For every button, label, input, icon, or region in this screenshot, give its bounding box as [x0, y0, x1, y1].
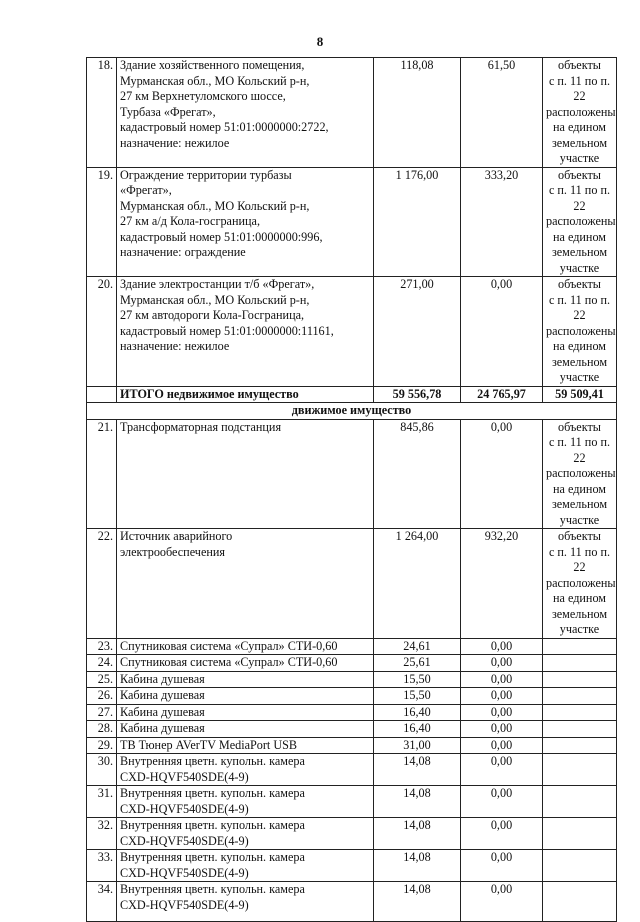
- row-name: Внутренняя цветн. купольн. камера CXD-HQVF540SDE(4-9): [117, 850, 374, 882]
- section-heading: движимое имущество: [87, 403, 617, 420]
- table-row: [87, 529, 617, 639]
- row-note: объекты с п. 11 по п. 22 расположены на едином земельном участке: [543, 277, 617, 387]
- row-note-empty: [543, 737, 617, 754]
- table-row: [87, 754, 617, 786]
- table-row: [87, 638, 617, 655]
- row-number: 22.: [87, 529, 117, 639]
- row-number: 21.: [87, 419, 117, 529]
- row-number: 31.: [87, 786, 117, 818]
- row-name: Здание электростанции т/б «Фрегат», Мурманская обл., МО Кольский р-н, 27 км автодороги Кола-Госграница, кадастровый номер 51:01:0000000:11161, назначение: нежилое: [117, 277, 374, 387]
- row-name: Здание хозяйственного помещения, Мурманская обл., МО Кольский р-н, 27 км Верхнетуломского шоссе, Турбаза «Фрегат», кадастровый номер 51:01:0000000:2722, назначение: нежилое: [117, 58, 374, 168]
- row-note: объекты с п. 11 по п. 22 расположены на едином земельном участке: [543, 58, 617, 168]
- row-name: Кабина душевая: [117, 671, 374, 688]
- row-value-2: 0,00: [461, 277, 543, 387]
- row-name: Внутренняя цветн. купольн. камера CXD-HQVF540SDE(4-9): [117, 882, 374, 922]
- row-value-1: 25,61: [374, 655, 461, 672]
- row-value-1: 14,08: [374, 754, 461, 786]
- row-name: Кабина душевая: [117, 721, 374, 738]
- row-note-empty: [543, 688, 617, 705]
- row-value-2: 0,00: [461, 737, 543, 754]
- table-row: [87, 277, 617, 387]
- row-value-2: 0,00: [461, 721, 543, 738]
- row-value-1: 14,08: [374, 850, 461, 882]
- page-number: 8: [316, 34, 324, 49]
- row-number: 27.: [87, 704, 117, 721]
- row-note: объекты с п. 11 по п. 22 расположены на едином земельном участке: [543, 529, 617, 639]
- row-value-1: 24,61: [374, 638, 461, 655]
- row-number: 26.: [87, 688, 117, 705]
- row-note-empty: [543, 882, 617, 922]
- row-value-1: 14,08: [374, 882, 461, 922]
- row-note-empty: [543, 850, 617, 882]
- row-value-2: 0,00: [461, 638, 543, 655]
- row-value-2: 0,00: [461, 671, 543, 688]
- table-row: [87, 721, 617, 738]
- table-row: [87, 671, 617, 688]
- table-row: [87, 882, 617, 922]
- table-row: [87, 704, 617, 721]
- row-value-2: 0,00: [461, 850, 543, 882]
- row-name: Внутренняя цветн. купольн. камера CXD-HQVF540SDE(4-9): [117, 754, 374, 786]
- row-value-1: 118,08: [374, 58, 461, 168]
- row-name: Внутренняя цветн. купольн. камера CXD-HQVF540SDE(4-9): [117, 786, 374, 818]
- total-value-1: 59 556,78: [374, 386, 461, 403]
- row-value-1: 271,00: [374, 277, 461, 387]
- row-name: Источник аварийного электрообеспечения: [117, 529, 374, 639]
- row-note-empty: [543, 754, 617, 786]
- row-number: 19.: [87, 167, 117, 277]
- row-note-empty: [543, 671, 617, 688]
- row-note-empty: [543, 721, 617, 738]
- table-row: [87, 818, 617, 850]
- total-empty-cell: [87, 386, 117, 403]
- asset-table: [86, 57, 617, 922]
- row-value-2: 0,00: [461, 754, 543, 786]
- row-value-1: 15,50: [374, 688, 461, 705]
- row-number: 29.: [87, 737, 117, 754]
- section-heading-row: [87, 403, 617, 420]
- row-number: 18.: [87, 58, 117, 168]
- row-number: 25.: [87, 671, 117, 688]
- row-value-1: 1 176,00: [374, 167, 461, 277]
- row-name: ТВ Тюнер AVerTV MediaPort USB: [117, 737, 374, 754]
- row-value-1: 15,50: [374, 671, 461, 688]
- table-row: [87, 688, 617, 705]
- row-name: Ограждение территории турбазы «Фрегат», Мурманская обл., МО Кольский р-н, 27 км а/д Кола-госграница, кадастровый номер 51:01:0000000:996, назначение: ограждение: [117, 167, 374, 277]
- row-note-empty: [543, 786, 617, 818]
- row-note: объекты с п. 11 по п. 22 расположены на едином земельном участке: [543, 419, 617, 529]
- row-value-1: 1 264,00: [374, 529, 461, 639]
- row-name: Внутренняя цветн. купольн. камера CXD-HQVF540SDE(4-9): [117, 818, 374, 850]
- row-number: 34.: [87, 882, 117, 922]
- row-name: Кабина душевая: [117, 704, 374, 721]
- row-value-2: 61,50: [461, 58, 543, 168]
- table-row: [87, 655, 617, 672]
- row-value-2: 0,00: [461, 419, 543, 529]
- row-value-1: 31,00: [374, 737, 461, 754]
- row-value-1: 845,86: [374, 419, 461, 529]
- row-note-empty: [543, 638, 617, 655]
- row-name: Спутниковая система «Супрал» СТИ-0,60: [117, 655, 374, 672]
- row-number: 32.: [87, 818, 117, 850]
- row-value-1: 14,08: [374, 818, 461, 850]
- row-value-2: 0,00: [461, 818, 543, 850]
- row-note-empty: [543, 818, 617, 850]
- row-value-2: 932,20: [461, 529, 543, 639]
- total-value-3: 59 509,41: [543, 386, 617, 403]
- row-name: Кабина душевая: [117, 688, 374, 705]
- table-row: [87, 167, 617, 277]
- row-number: 30.: [87, 754, 117, 786]
- row-value-2: 333,20: [461, 167, 543, 277]
- table-row: [87, 419, 617, 529]
- row-name: Трансформаторная подстанция: [117, 419, 374, 529]
- row-number: 28.: [87, 721, 117, 738]
- table-row: [87, 737, 617, 754]
- row-value-2: 0,00: [461, 688, 543, 705]
- row-number: 23.: [87, 638, 117, 655]
- table-row: [87, 850, 617, 882]
- row-number: 20.: [87, 277, 117, 387]
- row-value-2: 0,00: [461, 786, 543, 818]
- row-value-1: 16,40: [374, 721, 461, 738]
- row-value-2: 0,00: [461, 704, 543, 721]
- row-value-1: 14,08: [374, 786, 461, 818]
- row-note: объекты с п. 11 по п. 22 расположены на едином земельном участке: [543, 167, 617, 277]
- total-value-2: 24 765,97: [461, 386, 543, 403]
- row-number: 33.: [87, 850, 117, 882]
- row-note-empty: [543, 655, 617, 672]
- row-value-2: 0,00: [461, 655, 543, 672]
- total-row: [87, 386, 617, 403]
- row-name: Спутниковая система «Супрал» СТИ-0,60: [117, 638, 374, 655]
- row-value-1: 16,40: [374, 704, 461, 721]
- row-value-2: 0,00: [461, 882, 543, 922]
- table-row: [87, 786, 617, 818]
- row-note-empty: [543, 704, 617, 721]
- row-number: 24.: [87, 655, 117, 672]
- total-label: ИТОГО недвижимое имущество: [117, 386, 374, 403]
- table-row: [87, 58, 617, 168]
